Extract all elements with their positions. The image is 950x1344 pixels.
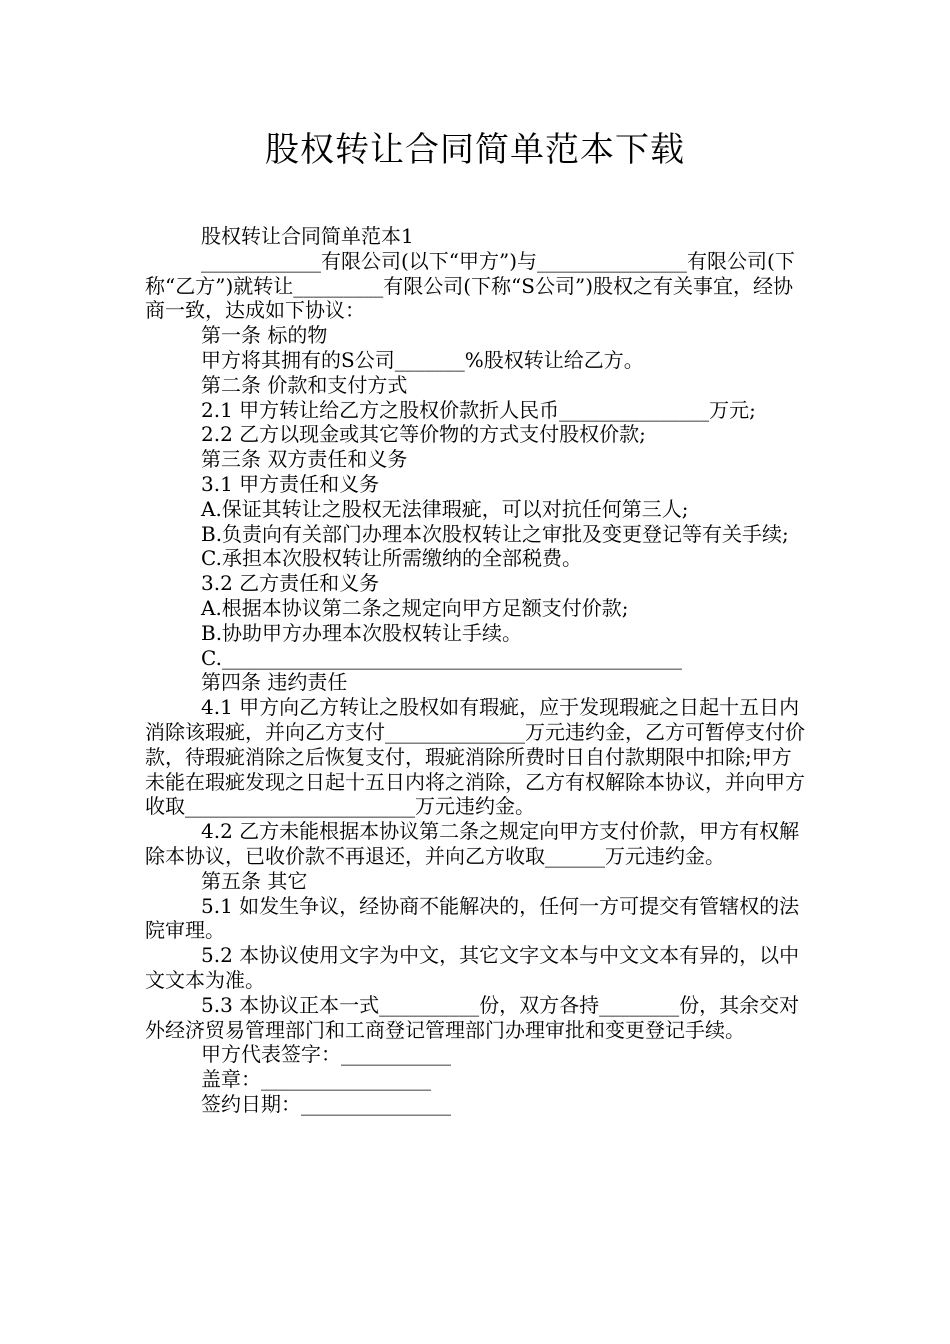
- list-item: A.根据本协议第二条之规定向甲方足额支付价款;: [201, 595, 629, 620]
- article-heading: 第五条 其它: [201, 868, 308, 893]
- seal-line: 盖章：_________________: [201, 1067, 431, 1092]
- article-heading: 第一条 标的物: [201, 323, 328, 348]
- clause: 3.1 甲方责任和义务: [201, 471, 380, 496]
- article-heading: 第四条 违约责任: [201, 670, 348, 695]
- list-item: A.保证其转让之股权无法律瑕疵，可以对抗任何第三人;: [201, 496, 689, 521]
- clause: 2.2 乙方以现金或其它等价物的方式支付股权价款;: [201, 422, 646, 447]
- paragraph: 股权转让合同简单范本1: [201, 224, 414, 248]
- article-heading: 第三条 双方责任和义务: [201, 447, 408, 472]
- clause: 5.1 如发生争议，经协商不能解决的，任何一方可提交有管辖权的法院审理。: [145, 893, 800, 943]
- article-heading: 第二条 价款和支付方式: [201, 372, 408, 397]
- date-line: 签约日期：_______________: [201, 1091, 451, 1116]
- clause: 5.2 本协议使用文字为中文，其它文字文本与中文文本有异的，以中文文本为准。: [145, 943, 800, 992]
- paragraph: ____________有限公司(以下“甲方”)与_______________有限公司(下称“乙方”)就转让_________有限公司(下称“S公司”)股权之有关事宜，经协商一致，达成如下协议：: [145, 248, 795, 323]
- clause: 4.2 乙方未能根据本协议第二条之规定向甲方支付价款，甲方有权解除本协议，已收价款不再退还，并向乙方收取______万元违约金。: [145, 819, 800, 868]
- list-item: C.______________________________________________: [201, 645, 682, 670]
- document-title: 股权转让合同简单范本下载: [265, 130, 685, 170]
- list-item: B.协助甲方办理本次股权转让手续。: [201, 620, 523, 645]
- list-item: C.承担本次股权转让所需缴纳的全部税费。: [201, 546, 582, 571]
- clause: 3.2 乙方责任和义务: [201, 571, 380, 596]
- clause: 5.3 本协议正本一式__________份，双方各持________份，其余交对外经济贸易管理部门和工商登记管理部门办理审批和变更登记手续。: [145, 992, 800, 1042]
- clause: 2.1 甲方转让给乙方之股权价款折人民币_______________万元;: [201, 397, 756, 422]
- list-item: B.负责向有关部门办理本次股权转让之审批及变更登记等有关手续;: [201, 521, 789, 546]
- signature-line: 甲方代表签字：___________: [201, 1042, 451, 1067]
- signature-block: [145, 1042, 810, 1116]
- document-body: [145, 224, 810, 1117]
- clause: 4.1 甲方向乙方转让之股权如有瑕疵，应于发现瑕疵之日起十五日内消除该瑕疵，并向乙方支付______________万元违约金，乙方可暂停支付价款，待瑕疵消除之后恢复支付，瑕疵消除所费时日自付款期限中扣除;甲方未能在瑕疵发现之日起十五日内将之消除，乙方有权解除本协议，并向甲方收取_______________________万元违约金。: [145, 695, 805, 819]
- paragraph: 甲方将其拥有的S公司_______%股权转让给乙方。: [201, 347, 644, 372]
